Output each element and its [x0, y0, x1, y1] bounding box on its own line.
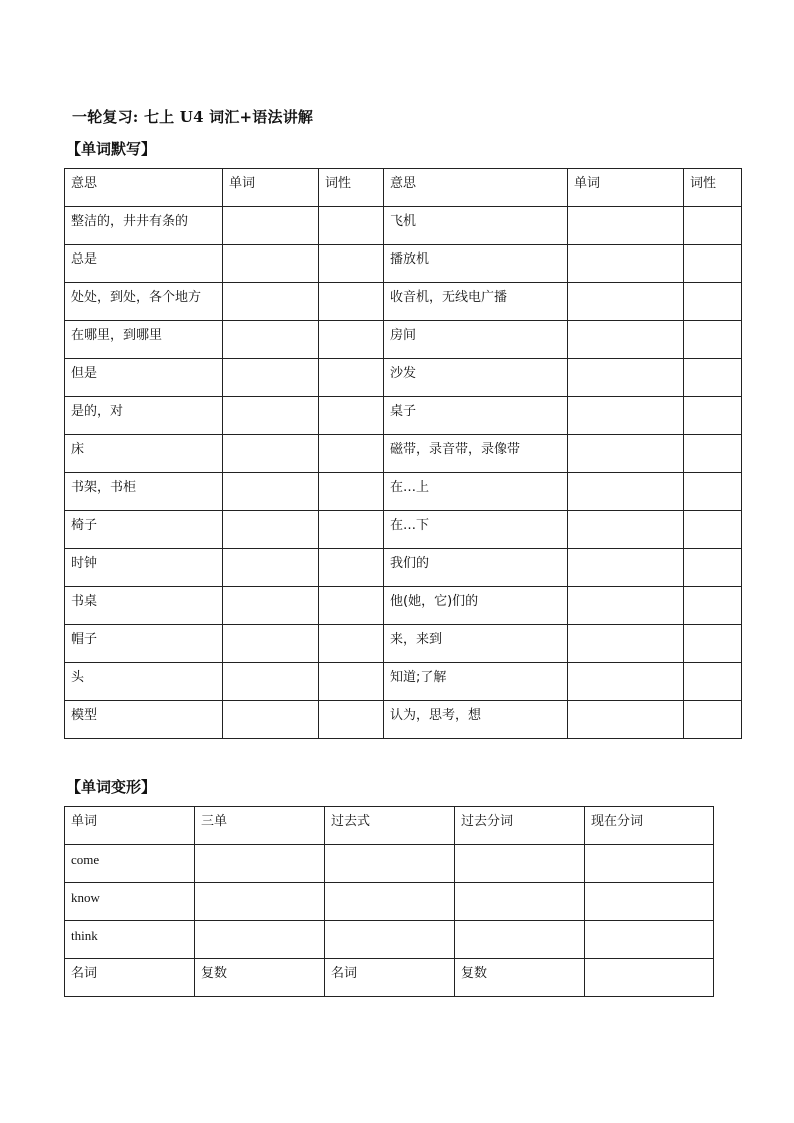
word-blank-cell — [223, 321, 319, 359]
meaning-cell: 但是 — [65, 359, 223, 397]
page-title: 一轮复习: 七上 U4 词汇+语法讲解 — [72, 108, 314, 126]
meaning-cell: 床 — [65, 435, 223, 473]
form-blank-cell — [195, 921, 325, 959]
noun-plural-cell: 名词 — [65, 959, 195, 997]
meaning-cell: 他(她，它)们的 — [384, 587, 568, 625]
word-blank-cell — [568, 473, 684, 511]
form-blank-cell — [325, 883, 455, 921]
word-blank-cell — [223, 207, 319, 245]
form-blank-cell — [325, 921, 455, 959]
word-blank-cell — [568, 283, 684, 321]
word-blank-cell — [568, 701, 684, 739]
form-blank-cell — [325, 845, 455, 883]
word-blank-cell — [568, 625, 684, 663]
column-header: 过去分词 — [455, 807, 585, 845]
meaning-cell: 在哪里，到哪里 — [65, 321, 223, 359]
noun-plural-cell: 名词 — [325, 959, 455, 997]
meaning-cell: 我们的 — [384, 549, 568, 587]
table-row — [65, 845, 714, 883]
column-header: 词性 — [684, 169, 742, 207]
vocab-dictation-table — [64, 168, 742, 739]
column-header: 意思 — [65, 169, 223, 207]
table-row — [65, 397, 742, 435]
table-row — [65, 435, 742, 473]
form-blank-cell — [195, 883, 325, 921]
part-of-speech-blank-cell — [684, 359, 742, 397]
word-blank-cell — [568, 359, 684, 397]
word-blank-cell — [223, 245, 319, 283]
word-blank-cell — [223, 435, 319, 473]
verb-cell: think — [65, 921, 195, 959]
table-row — [65, 549, 742, 587]
word-blank-cell — [568, 549, 684, 587]
meaning-cell: 认为，思考，想 — [384, 701, 568, 739]
table-header-row — [65, 169, 742, 207]
part-of-speech-blank-cell — [684, 397, 742, 435]
part-of-speech-blank-cell — [319, 549, 384, 587]
meaning-cell: 头 — [65, 663, 223, 701]
table-row — [65, 245, 742, 283]
part-of-speech-blank-cell — [684, 245, 742, 283]
table-row — [65, 511, 742, 549]
meaning-cell: 椅子 — [65, 511, 223, 549]
word-blank-cell — [223, 473, 319, 511]
column-header: 现在分词 — [585, 807, 714, 845]
word-blank-cell — [568, 663, 684, 701]
table-row — [65, 283, 742, 321]
column-header: 意思 — [384, 169, 568, 207]
part-of-speech-blank-cell — [319, 359, 384, 397]
part-of-speech-blank-cell — [684, 435, 742, 473]
meaning-cell: 模型 — [65, 701, 223, 739]
table-row — [65, 587, 742, 625]
table-row — [65, 359, 742, 397]
meaning-cell: 时钟 — [65, 549, 223, 587]
table-header-row — [65, 807, 714, 845]
part-of-speech-blank-cell — [684, 283, 742, 321]
meaning-cell: 磁带，录音带，录像带 — [384, 435, 568, 473]
word-blank-cell — [223, 397, 319, 435]
word-blank-cell — [223, 283, 319, 321]
meaning-cell: 处处，到处，各个地方 — [65, 283, 223, 321]
table-row — [65, 625, 742, 663]
word-blank-cell — [223, 549, 319, 587]
word-blank-cell — [568, 321, 684, 359]
part-of-speech-blank-cell — [319, 511, 384, 549]
part-of-speech-blank-cell — [319, 473, 384, 511]
word-forms-table — [64, 806, 714, 997]
word-blank-cell — [223, 587, 319, 625]
section-heading-word-forms: 【单词变形】 — [66, 778, 157, 796]
verb-cell: come — [65, 845, 195, 883]
column-header: 单词 — [223, 169, 319, 207]
meaning-cell: 是的，对 — [65, 397, 223, 435]
word-blank-cell — [568, 435, 684, 473]
form-blank-cell — [455, 845, 585, 883]
table-row — [65, 883, 714, 921]
part-of-speech-blank-cell — [684, 701, 742, 739]
word-blank-cell — [223, 359, 319, 397]
word-blank-cell — [568, 397, 684, 435]
meaning-cell: 整洁的，井井有条的 — [65, 207, 223, 245]
word-blank-cell — [568, 587, 684, 625]
part-of-speech-blank-cell — [684, 663, 742, 701]
noun-plural-cell: 复数 — [455, 959, 585, 997]
verb-cell: know — [65, 883, 195, 921]
table-row — [65, 959, 714, 997]
table-row — [65, 663, 742, 701]
word-blank-cell — [223, 663, 319, 701]
part-of-speech-blank-cell — [319, 283, 384, 321]
word-blank-cell — [223, 701, 319, 739]
meaning-cell: 播放机 — [384, 245, 568, 283]
meaning-cell: 书桌 — [65, 587, 223, 625]
form-blank-cell — [455, 883, 585, 921]
column-header: 过去式 — [325, 807, 455, 845]
word-blank-cell — [223, 625, 319, 663]
part-of-speech-blank-cell — [319, 587, 384, 625]
part-of-speech-blank-cell — [684, 321, 742, 359]
meaning-cell: 帽子 — [65, 625, 223, 663]
part-of-speech-blank-cell — [684, 625, 742, 663]
section-heading-vocab-dictation: 【单词默写】 — [66, 140, 157, 158]
word-blank-cell — [568, 207, 684, 245]
meaning-cell: 书架，书柜 — [65, 473, 223, 511]
part-of-speech-blank-cell — [319, 207, 384, 245]
form-blank-cell — [455, 921, 585, 959]
table-row — [65, 473, 742, 511]
part-of-speech-blank-cell — [684, 549, 742, 587]
form-blank-cell — [585, 845, 714, 883]
meaning-cell: 飞机 — [384, 207, 568, 245]
part-of-speech-blank-cell — [319, 701, 384, 739]
word-blank-cell — [223, 511, 319, 549]
part-of-speech-blank-cell — [684, 587, 742, 625]
meaning-cell: 收音机，无线电广播 — [384, 283, 568, 321]
column-header: 三单 — [195, 807, 325, 845]
part-of-speech-blank-cell — [684, 511, 742, 549]
part-of-speech-blank-cell — [319, 245, 384, 283]
meaning-cell: 知道;了解 — [384, 663, 568, 701]
part-of-speech-blank-cell — [319, 321, 384, 359]
meaning-cell: 来，来到 — [384, 625, 568, 663]
noun-plural-cell: 复数 — [195, 959, 325, 997]
table-row — [65, 701, 742, 739]
column-header: 词性 — [319, 169, 384, 207]
meaning-cell: 总是 — [65, 245, 223, 283]
word-blank-cell — [568, 245, 684, 283]
part-of-speech-blank-cell — [319, 625, 384, 663]
meaning-cell: 在…下 — [384, 511, 568, 549]
meaning-cell: 桌子 — [384, 397, 568, 435]
table-row — [65, 321, 742, 359]
form-blank-cell — [585, 921, 714, 959]
word-blank-cell — [568, 511, 684, 549]
meaning-cell: 房间 — [384, 321, 568, 359]
table-row — [65, 921, 714, 959]
part-of-speech-blank-cell — [319, 435, 384, 473]
noun-plural-cell — [585, 959, 714, 997]
form-blank-cell — [195, 845, 325, 883]
part-of-speech-blank-cell — [319, 663, 384, 701]
table-row — [65, 207, 742, 245]
meaning-cell: 沙发 — [384, 359, 568, 397]
part-of-speech-blank-cell — [684, 473, 742, 511]
part-of-speech-blank-cell — [684, 207, 742, 245]
part-of-speech-blank-cell — [319, 397, 384, 435]
meaning-cell: 在…上 — [384, 473, 568, 511]
form-blank-cell — [585, 883, 714, 921]
column-header: 单词 — [568, 169, 684, 207]
column-header: 单词 — [65, 807, 195, 845]
